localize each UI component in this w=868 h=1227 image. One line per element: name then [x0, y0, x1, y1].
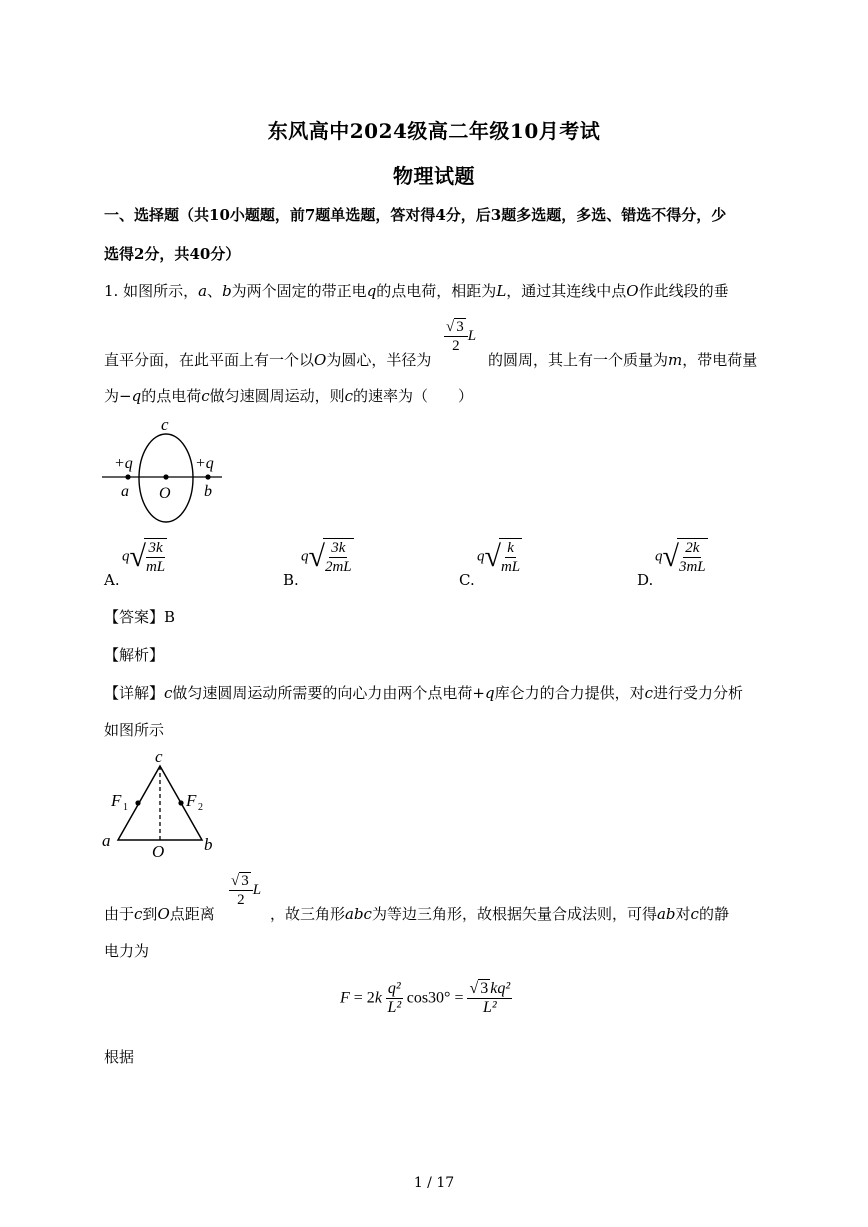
radius-expression: $\frac{√ 3}{2}$ L — [446, 319, 477, 354]
page-title: 东风高中2024级高二年级10月考试 — [267, 119, 601, 143]
option-d[interactable]: D. — [637, 571, 654, 589]
tri-label-F1: F — [111, 791, 122, 810]
distance-expression: $\frac{√ 3}{2}$ L — [231, 873, 262, 908]
section-heading-line1: 一、选择题（共10小题题，前7题单选题，答对得4分，后3题多选题，多选、错选不得分，少 — [104, 206, 727, 224]
q1-line3: 为−q的点电荷c做匀速圆周运动，则c的速率为（ ） — [104, 387, 474, 405]
option-a-expr: q√ $\frac{3k}{mL}$ — [122, 540, 166, 575]
label-a: a — [121, 483, 129, 500]
coulomb-formula: F = 2k $\frac{\text{q²}}{\text{L²}}$ cos30° = $\frac{\text{√ 3 kq²}}{\text{L²}}$ — [340, 980, 511, 1016]
q1-line2-rest: 的圆周，其上有一个质量为m，带电荷量 — [488, 351, 758, 369]
option-b-expr: q√ $\frac{3k}{2mL}$ — [301, 540, 352, 575]
label-O: O — [159, 485, 171, 502]
label-plus-q-right: +q — [195, 455, 214, 472]
section-heading-line2: 选得2分，共40分） — [104, 245, 241, 263]
option-d-expr: q√ $\frac{2k}{3mL}$ — [655, 540, 706, 575]
option-a[interactable]: A. — [104, 571, 120, 589]
label-plus-q-left: +q — [114, 455, 133, 472]
page-subtitle: 物理试题 — [393, 164, 475, 188]
page-number: 1 / 17 — [413, 1175, 455, 1191]
q1-line1: 1. 如图所示，a、b为两个固定的带正电q的点电荷，相距为L，通过其连线中点O作此线段的垂 — [104, 282, 729, 300]
tri-sub-1: 1 — [123, 802, 128, 813]
option-c-expr: q√ $\frac{k}{mL}$ — [477, 540, 521, 575]
because-line1-rest: ，故三角形abc为等边三角形，故根据矢量合成法则，可得ab对c的静 — [270, 905, 729, 923]
label-b: b — [204, 483, 212, 500]
detail-line2: 如图所示 — [104, 721, 165, 739]
tri-label-a: a — [102, 831, 111, 850]
tri-sub-2: 2 — [198, 802, 203, 813]
analysis-heading: 【解析】 — [104, 646, 165, 664]
because-line1-start: 由于c到O点距离 — [104, 905, 215, 923]
tri-label-F2: F — [186, 791, 197, 810]
force-triangle-figure — [100, 744, 225, 859]
detail-line1: 【详解】c做匀速圆周运动所需要的向心力由两个点电荷+q库仑力的合力提供，对c进行受力分析 — [104, 684, 744, 702]
tri-label-b: b — [204, 835, 213, 854]
option-b[interactable]: B. — [283, 571, 299, 589]
according-line: 根据 — [104, 1048, 135, 1066]
charge-ellipse-figure — [100, 412, 230, 527]
q1-line2: 直平分面，在此平面上有一个以O为圆心，半径为 — [104, 351, 432, 369]
label-c: c — [161, 415, 169, 434]
answer-line: 【答案】B — [104, 608, 176, 626]
because-line2: 电力为 — [104, 942, 150, 960]
option-c[interactable]: C. — [459, 571, 475, 589]
tri-label-c: c — [155, 747, 163, 766]
tri-label-O: O — [152, 842, 165, 859]
